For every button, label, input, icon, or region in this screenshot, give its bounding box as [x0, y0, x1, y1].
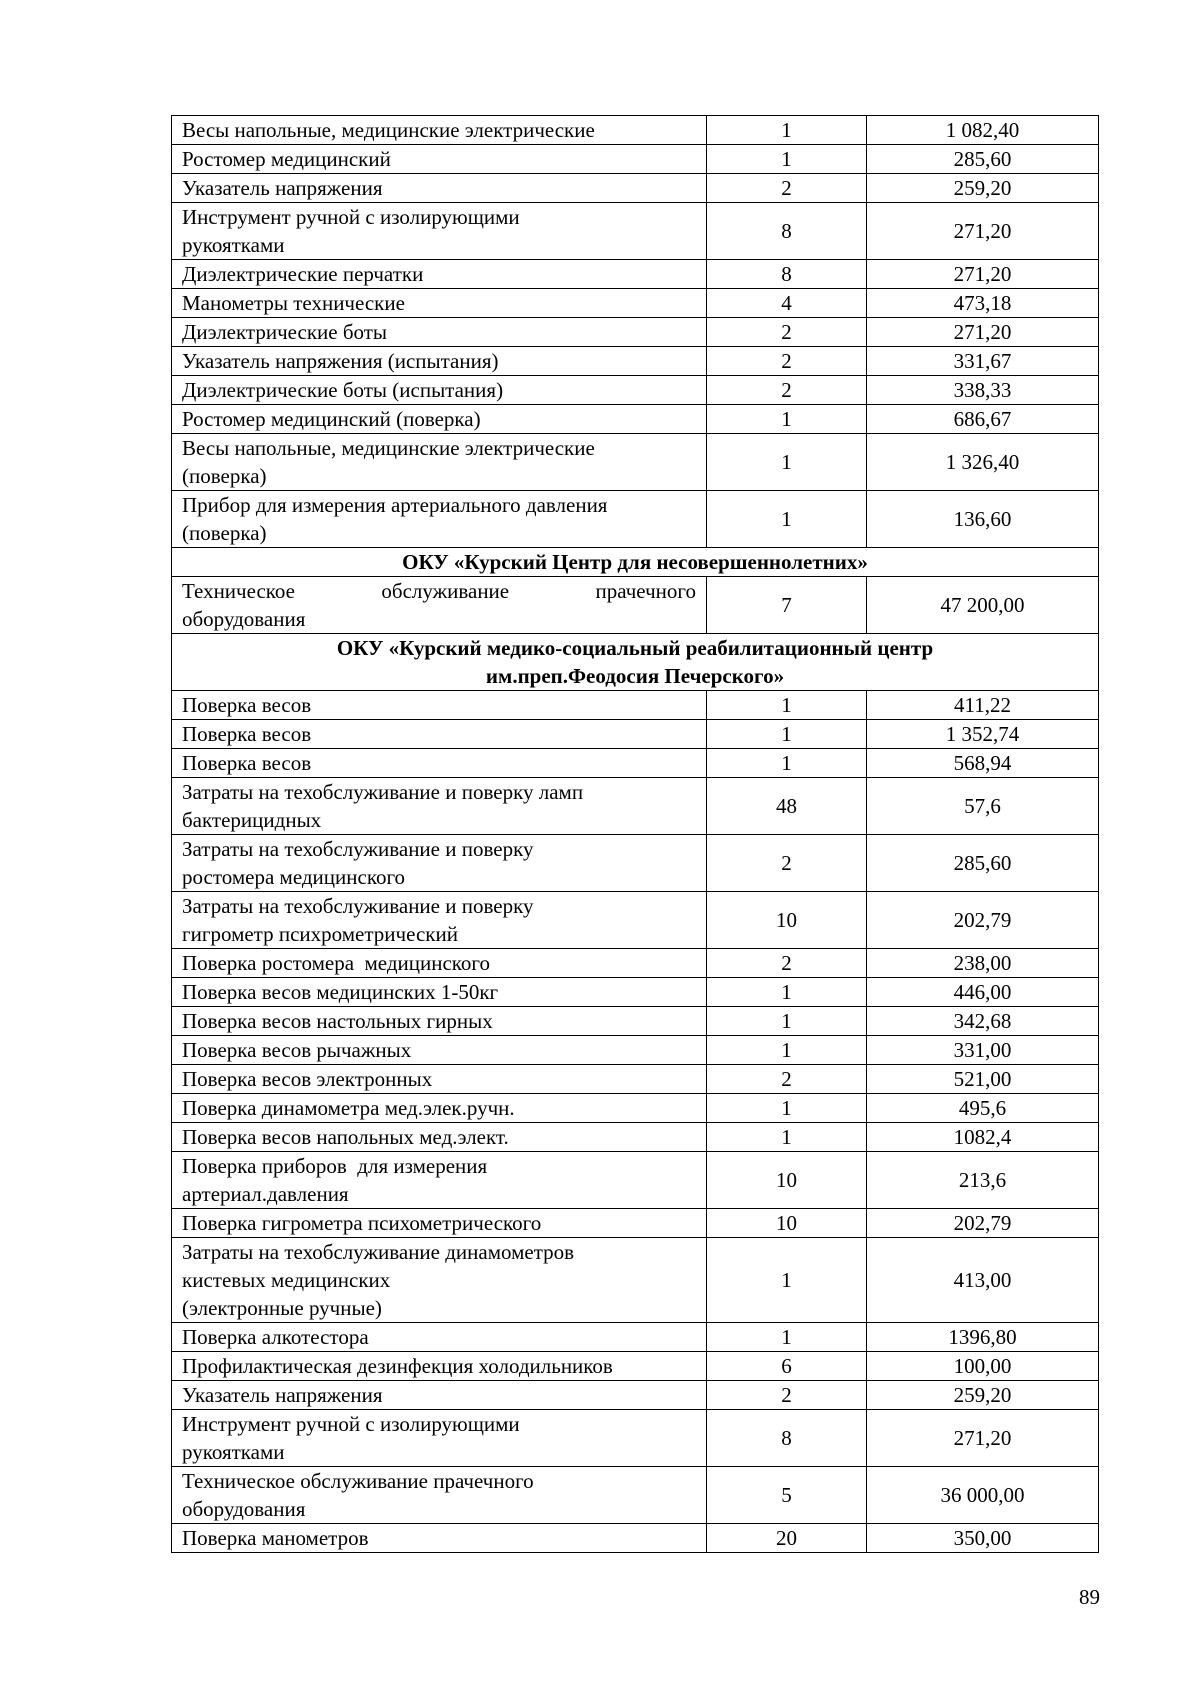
item-name-cell: Поверка ростомера медицинского	[172, 949, 707, 978]
item-quantity-cell: 8	[707, 260, 867, 289]
table-row	[172, 577, 1099, 634]
item-quantity-cell: 4	[707, 289, 867, 318]
item-price-cell: 202,79	[867, 1209, 1099, 1238]
table-row	[172, 1524, 1099, 1553]
item-name-line: (поверка)	[182, 464, 267, 488]
table-row	[172, 203, 1099, 260]
table-row	[172, 949, 1099, 978]
item-price-cell: 57,6	[867, 778, 1099, 835]
item-name-line: Затраты на техобслуживание и поверку	[182, 837, 534, 861]
item-price-cell: 413,00	[867, 1238, 1099, 1323]
item-name-cell	[172, 577, 707, 634]
table-row	[172, 260, 1099, 289]
table-row	[172, 376, 1099, 405]
item-quantity-cell: 48	[707, 778, 867, 835]
item-price-cell: 271,20	[867, 318, 1099, 347]
item-quantity-cell: 2	[707, 347, 867, 376]
item-name-line: Инструмент ручной с изолирующими	[182, 205, 520, 229]
item-quantity-cell: 2	[707, 174, 867, 203]
item-price-cell: 1396,80	[867, 1323, 1099, 1352]
item-name-line: Весы напольные, медицинские электрические	[182, 436, 595, 460]
item-price-cell: 446,00	[867, 978, 1099, 1007]
item-name-cell	[172, 203, 707, 260]
item-name-line: Затраты на техобслуживание и поверку	[182, 894, 534, 918]
item-quantity-cell: 1	[707, 749, 867, 778]
item-price-cell: 338,33	[867, 376, 1099, 405]
item-name-cell	[172, 892, 707, 949]
section-title-line: им.преп.Феодосия Печерского»	[485, 664, 785, 688]
item-price-cell: 136,60	[867, 491, 1099, 548]
item-name-line: (электронные ручные)	[182, 1296, 382, 1320]
item-price-cell: 521,00	[867, 1065, 1099, 1094]
item-price-cell: 285,60	[867, 835, 1099, 892]
item-quantity-cell: 10	[707, 1209, 867, 1238]
item-name-cell: Поверка весов настольных гирных	[172, 1007, 707, 1036]
item-quantity-cell: 2	[707, 318, 867, 347]
item-name-line: оборудования	[182, 1497, 306, 1521]
table-row	[172, 491, 1099, 548]
table-row	[172, 1209, 1099, 1238]
item-name-cell: Поверка гигрометра психометрического	[172, 1209, 707, 1238]
item-price-cell: 1082,4	[867, 1123, 1099, 1152]
item-name-cell	[172, 434, 707, 491]
table-row	[172, 1036, 1099, 1065]
item-price-cell: 285,60	[867, 145, 1099, 174]
item-name-word: прачечного	[595, 579, 696, 603]
item-name-line: Инструмент ручной с изолирующими	[182, 1412, 520, 1436]
item-price-cell: 342,68	[867, 1007, 1099, 1036]
item-name-cell: Диэлектрические боты	[172, 318, 707, 347]
item-price-cell: 331,00	[867, 1036, 1099, 1065]
item-name-cell	[172, 491, 707, 548]
item-name-line: гигрометр психрометрический	[182, 922, 458, 946]
table-row	[172, 1410, 1099, 1467]
item-quantity-cell: 1	[707, 434, 867, 491]
item-name-cell: Поверка динамометра мед.элек.ручн.	[172, 1094, 707, 1123]
item-quantity-cell: 1	[707, 720, 867, 749]
item-quantity-cell: 2	[707, 1381, 867, 1410]
item-name-cell: Поверка весов медицинских 1-50кг	[172, 978, 707, 1007]
item-name-cell: Диэлектрические перчатки	[172, 260, 707, 289]
table-row	[172, 1152, 1099, 1209]
table-row	[172, 1352, 1099, 1381]
item-price-cell: 411,22	[867, 691, 1099, 720]
item-name-cell: Поверка весов	[172, 749, 707, 778]
item-price-cell: 271,20	[867, 260, 1099, 289]
item-quantity-cell: 1	[707, 491, 867, 548]
item-name-line: артериал.давления	[182, 1182, 349, 1206]
item-quantity-cell: 5	[707, 1467, 867, 1524]
item-quantity-cell: 8	[707, 203, 867, 260]
item-price-cell: 686,67	[867, 405, 1099, 434]
section-title	[172, 548, 1099, 577]
table-row	[172, 116, 1099, 145]
table-row	[172, 1065, 1099, 1094]
table-row	[172, 1007, 1099, 1036]
item-name-cell: Указатель напряжения	[172, 1381, 707, 1410]
item-name-line: Затраты на техобслуживание и поверку ламп	[182, 780, 584, 804]
item-name-line: Поверка приборов для измерения	[182, 1154, 488, 1178]
item-name-line	[182, 577, 696, 605]
item-name-line: бактерицидных	[182, 808, 322, 832]
item-name-cell: Поверка весов	[172, 720, 707, 749]
item-name-cell: Поверка весов рычажных	[172, 1036, 707, 1065]
item-name-cell: Ростомер медицинский (поверка)	[172, 405, 707, 434]
item-name-cell: Профилактическая дезинфекция холодильников	[172, 1352, 707, 1381]
table-row	[172, 978, 1099, 1007]
item-name-cell	[172, 1410, 707, 1467]
cost-table	[171, 115, 1099, 1553]
item-price-cell: 202,79	[867, 892, 1099, 949]
item-quantity-cell: 8	[707, 1410, 867, 1467]
item-name-cell: Поверка манометров	[172, 1524, 707, 1553]
item-name-line: рукоятками	[182, 1440, 285, 1464]
item-name-line: кистевых медицинских	[182, 1268, 391, 1292]
table-row	[172, 720, 1099, 749]
table-body	[172, 116, 1099, 1553]
item-name-cell: Весы напольные, медицинские электрические	[172, 116, 707, 145]
item-name-cell	[172, 1467, 707, 1524]
table-row	[172, 318, 1099, 347]
item-price-cell: 47 200,00	[867, 577, 1099, 634]
item-price-cell: 36 000,00	[867, 1467, 1099, 1524]
item-name-line: ростомера медицинского	[182, 865, 406, 889]
item-quantity-cell: 2	[707, 949, 867, 978]
item-quantity-cell: 6	[707, 1352, 867, 1381]
item-price-cell: 1 326,40	[867, 434, 1099, 491]
section-title	[172, 634, 1099, 691]
item-name-cell	[172, 1238, 707, 1323]
table-row	[172, 289, 1099, 318]
item-quantity-cell: 1	[707, 405, 867, 434]
item-quantity-cell: 1	[707, 1094, 867, 1123]
item-quantity-cell: 1	[707, 145, 867, 174]
table-row	[172, 145, 1099, 174]
item-quantity-cell: 10	[707, 892, 867, 949]
item-price-cell: 1 352,74	[867, 720, 1099, 749]
item-price-cell: 271,20	[867, 203, 1099, 260]
item-name-cell: Ростомер медицинский	[172, 145, 707, 174]
table-row	[172, 1238, 1099, 1323]
item-name-cell: Поверка весов электронных	[172, 1065, 707, 1094]
item-quantity-cell: 1	[707, 1007, 867, 1036]
page-number: 89	[1079, 1585, 1100, 1609]
item-name-line: рукоятками	[182, 233, 285, 257]
item-name-cell: Поверка алкотестора	[172, 1323, 707, 1352]
item-price-cell: 213,6	[867, 1152, 1099, 1209]
table-row	[172, 174, 1099, 203]
table-row	[172, 1467, 1099, 1524]
table-row	[172, 1381, 1099, 1410]
item-quantity-cell: 1	[707, 691, 867, 720]
item-name-cell: Указатель напряжения	[172, 174, 707, 203]
item-quantity-cell: 7	[707, 577, 867, 634]
table-row	[172, 892, 1099, 949]
item-quantity-cell: 2	[707, 835, 867, 892]
item-name-line: Техническое обслуживание прачечного	[182, 1469, 534, 1493]
item-quantity-cell: 10	[707, 1152, 867, 1209]
item-quantity-cell: 2	[707, 376, 867, 405]
table-row	[172, 778, 1099, 835]
item-name-word: Техническое	[182, 579, 295, 603]
section-header-row	[172, 548, 1099, 577]
item-price-cell: 259,20	[867, 174, 1099, 203]
section-title-line: ОКУ «Курский медико-социальный реабилитационный центр	[336, 636, 934, 660]
item-name-cell	[172, 1152, 707, 1209]
item-price-cell: 100,00	[867, 1352, 1099, 1381]
item-price-cell: 238,00	[867, 949, 1099, 978]
item-quantity-cell: 1	[707, 116, 867, 145]
section-header-row	[172, 634, 1099, 691]
item-price-cell: 271,20	[867, 1410, 1099, 1467]
item-name-line: Прибор для измерения артериального давления	[182, 493, 608, 517]
item-price-cell: 350,00	[867, 1524, 1099, 1553]
item-quantity-cell: 1	[707, 1323, 867, 1352]
item-price-cell: 568,94	[867, 749, 1099, 778]
item-price-cell: 331,67	[867, 347, 1099, 376]
table-row	[172, 835, 1099, 892]
item-quantity-cell: 1	[707, 1123, 867, 1152]
section-title-line: ОКУ «Курский Центр для несовершеннолетних»	[402, 550, 868, 574]
item-name-cell: Указатель напряжения (испытания)	[172, 347, 707, 376]
table-row	[172, 347, 1099, 376]
item-name-cell	[172, 778, 707, 835]
table-row	[172, 691, 1099, 720]
item-name-cell: Диэлектрические боты (испытания)	[172, 376, 707, 405]
item-quantity-cell: 1	[707, 1238, 867, 1323]
item-quantity-cell: 1	[707, 978, 867, 1007]
item-name-line: Затраты на техобслуживание динамометров	[182, 1240, 575, 1264]
table-row	[172, 434, 1099, 491]
item-name-line: (поверка)	[182, 521, 267, 545]
item-name-cell: Поверка весов	[172, 691, 707, 720]
item-price-cell: 259,20	[867, 1381, 1099, 1410]
item-name-word: обслуживание	[381, 579, 510, 603]
table-row	[172, 405, 1099, 434]
item-name-cell: Манометры технические	[172, 289, 707, 318]
item-price-cell: 473,18	[867, 289, 1099, 318]
item-price-cell: 495,6	[867, 1094, 1099, 1123]
item-quantity-cell: 20	[707, 1524, 867, 1553]
table-row	[172, 749, 1099, 778]
table-row	[172, 1094, 1099, 1123]
item-quantity-cell: 2	[707, 1065, 867, 1094]
table-row	[172, 1323, 1099, 1352]
item-name-cell	[172, 835, 707, 892]
item-quantity-cell: 1	[707, 1036, 867, 1065]
item-price-cell: 1 082,40	[867, 116, 1099, 145]
item-name-cell: Поверка весов напольных мед.элект.	[172, 1123, 707, 1152]
item-name-line: оборудования	[182, 607, 306, 631]
table-row	[172, 1123, 1099, 1152]
